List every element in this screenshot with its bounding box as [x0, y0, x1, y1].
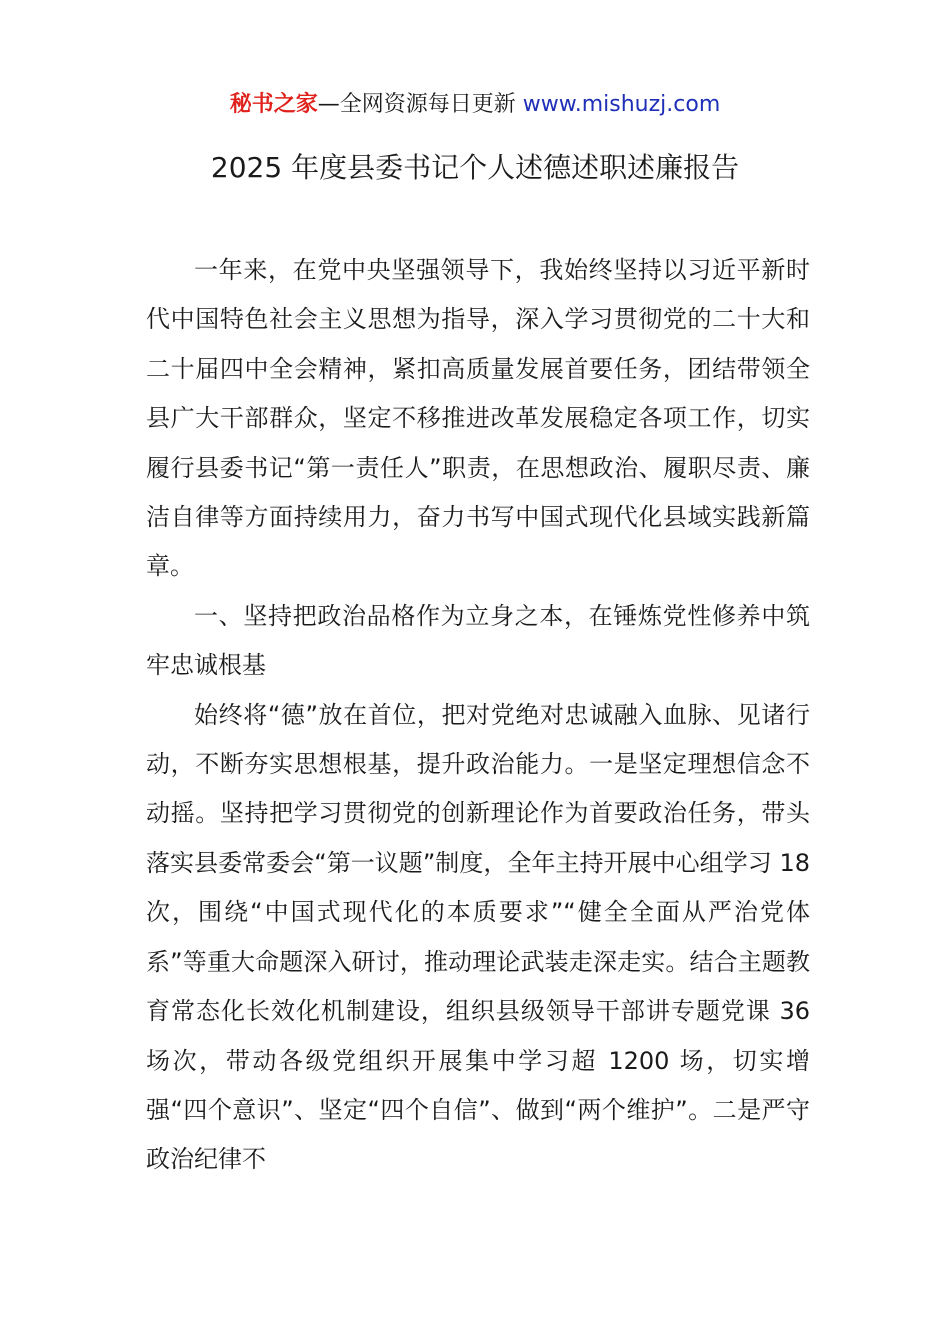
header-tagline: —全网资源每日更新 [317, 92, 523, 117]
site-url[interactable]: www.mishuzj.com [522, 92, 721, 117]
paragraph-section-1: 始终将“德”放在首位，把对党绝对忠诚融入血脉、见诸行动，不断夯实思想根基，提升政治能力。一是坚定理想信念不动摇。坚持把学习贯彻党的创新理论作为首要政治任务，带头落实县委常委会“第一议题”制度，全年主持开展中心组学习 18 次，围绕“中国式现代化的本质要求”“健全全面从严治党体系”等重大命题深入研讨，推动理论武装走深走实。结合主题教育常态化长效化机制建设，组织县级领导干部讲专题党课 36 场次，带动各级党组织开展集中学习超 1200 场，切实增强“四个意识”、坚定“四个自信”、做到“两个维护”。二是严守政治纪律不 [146, 700, 810, 1174]
site-header [0, 88, 950, 122]
document-body [146, 246, 810, 1185]
section-heading-1: 一、坚持把政治品格作为立身之本，在锤炼党性修养中筑牢忠诚根基 [146, 601, 810, 680]
paragraph-intro: 一年来，在党中央坚强领导下，我始终坚持以习近平新时代中国特色社会主义思想为指导，深入学习贯彻党的二十大和二十届四中全会精神，紧扣高质量发展首要任务，团结带领全县广大干部群众，坚定不移推进改革发展稳定各项工作，切实履行县委书记“第一责任人”职责，在思想政治、履职尽责、廉洁自律等方面持续用力，奋力书写中国式现代化县域实践新篇章。 [146, 256, 810, 581]
brand-name: 秘书之家 [229, 92, 318, 117]
page-title: 2025 年度县委书记个人述德述职述廉报告 [210, 151, 740, 184]
